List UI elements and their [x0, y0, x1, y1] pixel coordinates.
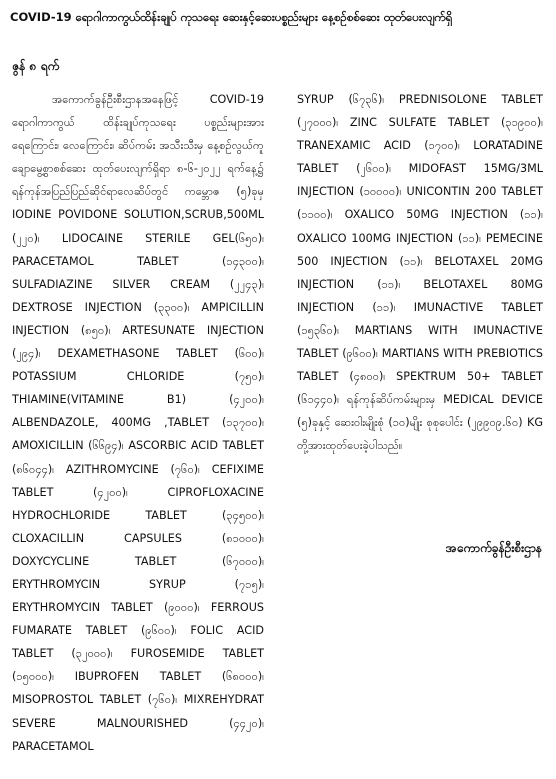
article-right-column: [297, 88, 543, 458]
article-date: ဇွန် ၈ ရက်: [12, 59, 60, 73]
article-signature: အကောက်ခွန်ဦးစီးဌာန: [445, 541, 542, 555]
article-headline: COVID-19 ရောဂါကာကွယ်ထိန်းချုပ် ကုသရေး ဆေးနှင့်ဆေးပစ္စည်းများ နေ့စဉ်စစ်ဆေး ထုတ်ပေးလျက်ရှိ: [10, 10, 453, 24]
left-column-text: အကောက်ခွန်ဦးစီးဌာနအနေဖြင့် COVID-19 ရောဂါကာကွယ် ထိန်းချုပ်ကုသရေး ပစ္စည်းများအား ရေကြောင်း၊ လေကြောင်း၊ ဆိပ်ကမ်း အသီးသီးမှ နေ့စဉ်လွယ်ကူချောမွေ့စွာစစ်ဆေး ထုတ်ပေးလျက်ရှိရာ ၈-၆-၂၀၂၂ ရက်နေ့၌ ရန်ကုန်အပြည်ပြည်ဆိုင်ရာလေဆိပ်တွင် ကမ္ဘောဇ (၅)ခုမှ IODINE POVIDONE SOLUTION,SCRUB,500ML (၂၂၀)၊ LIDOCAINE STERILE GEL(၆၅၀)၊ PARACETAMOL TABLET (၁၄၃၀၀)၊ SULFADIAZINE SILVER CREAM (၂၂၄၃)၊ DEXTROSE INJECTION (၃၃၀၀)၊ AMPICILLIN INJECTION (၈၅၀)၊ ARTESUNATE INJECTION (၂၉၄)၊ DEXAMETHASONE TABLET (၆၀၀)၊ POTASSIUM CHLORIDE (၇၅၀)၊ THIAMINE(VITAMINE B1) (၄၂၀၀)၊ ALBENDAZOLE, 400MG ,TABLET (၁၃၇၀၀)၊ AMOXICILLIN (၆၆၉၄)၊ ASCORBIC ACID TABLET (၈၆၀၄၄)၊ AZITHROMYCINE (၇၆၀)၊ CEFIXIME TABLET (၄၂၀၀)၊ CIPROFLOXACINE HYDROCHLORIDE TABLET (၃၄၅၀၀)၊ CLOXACILLIN CAPSULES (၈၁၀၀၀)၊ DOXYCYCLINE TABLET (၆၇၀၀၀)၊ ERYTHROMYCIN SYRUP (၇၁၅)၊ ERYTHROMYCIN TABLET (၉၀၀၀)၊ FERROUS FUMARATE TABLET (၉၆၀၀)၊ FOLIC ACID TABLET (၃၂၀၀၀)၊ FUROSEMIDE TABLET (၁၅၀၀၀)၊ IBUPROFEN TABLET (၆၈၀၀၀)၊ MISOPROSTOL TABLET (၇၆၀)၊ MIXREHYDRAT SEVERE MALNOURISHED (၄၄၂၀)၊ PARACETAMOL: [12, 93, 264, 753]
article-left-column: [12, 88, 264, 778]
right-column-text: SYRUP (၆၇၃၆)၊ PREDNISOLONE TABLET (၂၇၀၀၀)၊ ZINC SULFATE TABLET (၃၁၉၀၀)၊ TRANEXAMIC ACID (၁၇၀၀)၊ LORATADINE TABLET (၂၆၀၀)၊ MIDOFAST 15MG/3ML INJECTION (၁၀၀၀၀)၊ UNICONTIN 200 TABLET (၁၁၀၀)၊ OXALICO 50MG INJECTION (၁၁)၊ OXALICO 100MG INJECTION (၁၁)၊ PEMECINE 500 INJECTION (၁၁)၊ BELOTAXEL 20MG INJECTION (၁၁)၊ BELOTAXEL 80MG INJECTION (၁၁)၊ IMUNACTIVE TABLET (၁၅၃၆၀)၊ MARTIANS WITH IMUNACTIVE TABLET (၉၆၀၀)၊ MARTIANS WITH PREBIOTICS TABLET (၄၈၀၀)၊ SPEKTRUM 50+ TABLET (၆၁၄၄၀)၊ ရန်ကုန်ဆိပ်ကမ်းများမှ MEDICAL DEVICE (၅)ခုနှင့် ဆေးဝါးမျိုးစုံ (၁၀)မျိုး စုစုပေါင်း (၂၉၉၀၉.၆၀) KG တို့အားထုတ်ပေးခဲ့ပါသည်။: [297, 93, 543, 453]
